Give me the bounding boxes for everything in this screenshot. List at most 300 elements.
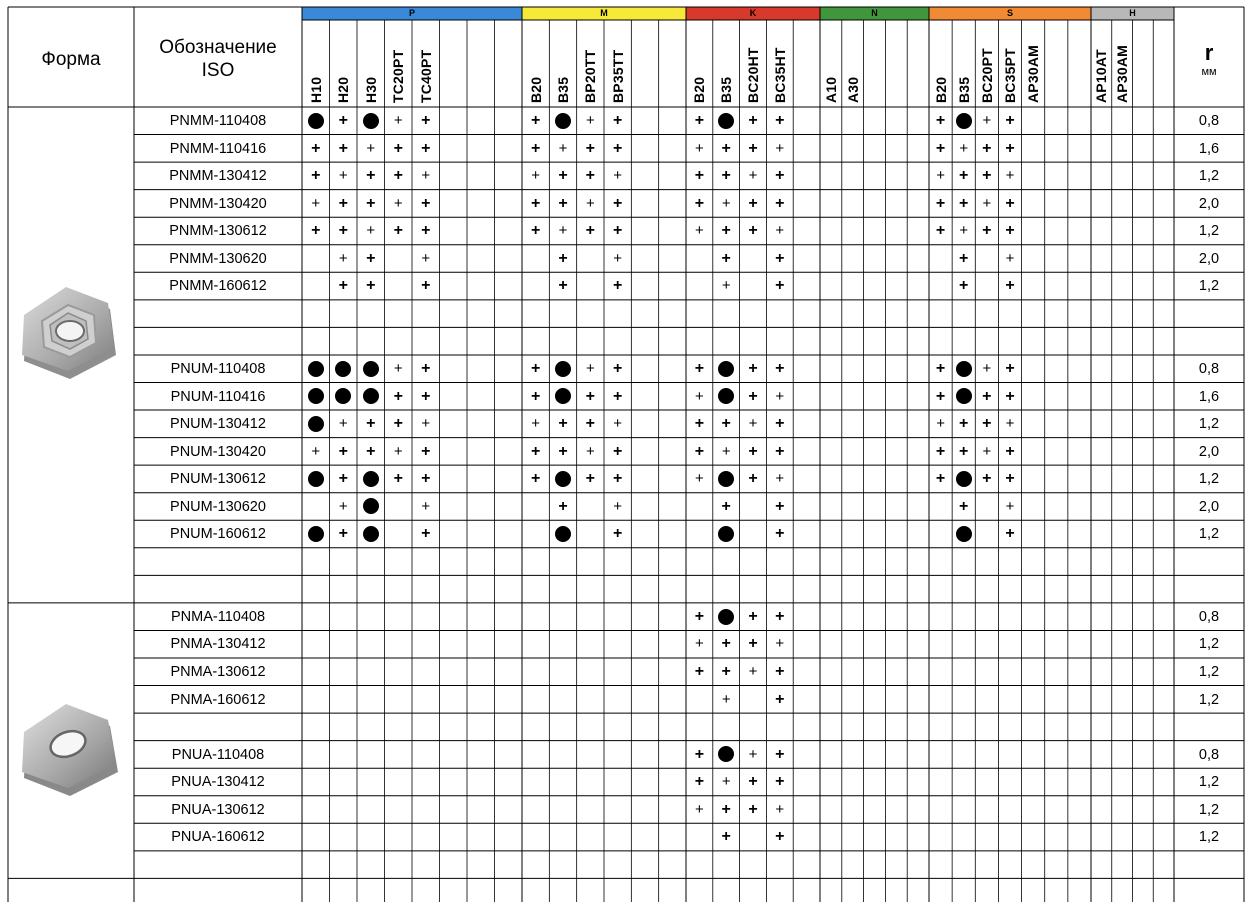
- applicable-plus: +: [695, 222, 704, 240]
- applicable-plus: +: [695, 387, 704, 405]
- applicable-plus: +: [585, 415, 595, 433]
- radius-value: 1,2: [1198, 636, 1220, 653]
- applicable-plus: +: [775, 470, 785, 488]
- applicable-plus: +: [694, 415, 705, 433]
- applicable-plus: +: [1005, 139, 1015, 157]
- applicable-plus: +: [311, 139, 321, 157]
- iso-designation: PNMM-130620: [169, 250, 267, 267]
- applicable-plus: +: [748, 387, 758, 405]
- applicable-plus: +: [935, 139, 946, 157]
- recommended-dot: [956, 113, 972, 129]
- recommended-dot: [718, 361, 734, 377]
- radius-value: 2,0: [1198, 498, 1220, 515]
- applicable-plus: +: [338, 112, 348, 129]
- applicable-plus: +: [959, 277, 969, 295]
- iso-designation: PNMM-110416: [169, 140, 267, 157]
- applicable-plus: +: [612, 359, 623, 377]
- col-header-m-b20: B20: [527, 76, 544, 103]
- applicable-plus: +: [721, 497, 731, 515]
- applicable-plus: +: [1005, 194, 1015, 212]
- applicable-plus: +: [721, 194, 731, 212]
- applicable-plus: +: [721, 415, 731, 433]
- applicable-plus: +: [982, 194, 992, 212]
- applicable-plus: +: [935, 194, 946, 212]
- applicable-plus: +: [530, 470, 541, 488]
- applicable-plus: +: [585, 470, 595, 488]
- applicable-plus: +: [393, 222, 403, 240]
- recommended-dot: [363, 361, 379, 377]
- applicable-plus: +: [530, 139, 541, 157]
- col-header-p-h20: H20: [335, 76, 352, 103]
- applicable-plus: +: [748, 470, 758, 488]
- iso-header-line2: ISO: [201, 60, 235, 81]
- applicable-plus: +: [982, 139, 992, 157]
- radius-value: 2,0: [1198, 195, 1220, 212]
- applicable-plus: +: [585, 112, 595, 129]
- r-unit: мм: [1201, 66, 1217, 78]
- iso-designation: PNUA-110408: [171, 746, 265, 763]
- recommended-dot: [363, 471, 379, 487]
- col-header-k-b20: B20: [691, 76, 708, 103]
- col-header-s-b35: B35: [955, 76, 972, 103]
- applicable-plus: +: [1005, 167, 1015, 185]
- applicable-plus: +: [1005, 277, 1015, 295]
- applicable-plus: +: [936, 167, 945, 185]
- applicable-plus: +: [694, 607, 705, 625]
- applicable-plus: +: [531, 167, 541, 185]
- applicable-plus: +: [558, 194, 568, 212]
- radius-value: 1,2: [1198, 416, 1220, 433]
- group-label-s: S: [1006, 8, 1013, 18]
- applicable-plus: +: [1005, 470, 1015, 488]
- applicable-plus: +: [612, 442, 623, 460]
- applicable-plus: +: [775, 249, 785, 267]
- radius-value: 1,2: [1198, 691, 1220, 708]
- applicable-plus: +: [338, 249, 348, 267]
- radius-value: 1,6: [1198, 388, 1220, 405]
- recommended-dot: [956, 361, 972, 377]
- group-label-m: M: [600, 8, 608, 18]
- iso-designation: PNUA-130612: [171, 801, 265, 818]
- applicable-plus: +: [935, 387, 946, 405]
- applicable-plus: +: [721, 277, 731, 295]
- applicable-plus: +: [613, 167, 623, 185]
- applicable-plus: +: [721, 690, 731, 708]
- applicable-plus: +: [558, 249, 568, 267]
- applicable-plus: +: [1005, 359, 1015, 377]
- applicable-plus: +: [695, 470, 704, 488]
- col-header-s-bc20pt: BC20PT: [978, 48, 995, 103]
- recommended-dot: [718, 471, 734, 487]
- applicable-plus: +: [935, 442, 946, 460]
- radius-value: 0,8: [1198, 360, 1220, 377]
- col-header-k-bc35ht: BC35HT: [771, 47, 788, 103]
- applicable-plus: +: [982, 359, 992, 377]
- applicable-plus: +: [982, 470, 992, 488]
- applicable-plus: +: [338, 497, 348, 515]
- radius-value: 1,2: [1198, 774, 1220, 791]
- col-header-p-tc20pt: TC20PT: [390, 49, 407, 103]
- applicable-plus: +: [421, 525, 431, 543]
- col-header-s-b20: B20: [932, 76, 949, 103]
- applicable-plus: +: [721, 442, 731, 460]
- applicable-plus: +: [421, 112, 431, 129]
- recommended-dot: [956, 388, 972, 404]
- applicable-plus: +: [366, 139, 376, 157]
- col-header-p-tc40pt: TC40PT: [417, 49, 434, 103]
- radius-value: 0,8: [1198, 113, 1220, 129]
- applicable-plus: +: [612, 525, 623, 543]
- applicable-plus: +: [585, 387, 595, 405]
- applicable-plus: +: [721, 828, 731, 846]
- radius-value: 2,0: [1198, 250, 1220, 267]
- applicable-plus: +: [694, 663, 705, 680]
- applicable-plus: +: [775, 112, 785, 129]
- applicable-plus: +: [959, 497, 969, 515]
- applicable-plus: +: [1005, 442, 1015, 460]
- applicable-plus: +: [1005, 387, 1015, 405]
- applicable-plus: +: [612, 387, 623, 405]
- recommended-dot: [555, 361, 571, 377]
- group-label-h: H: [1129, 8, 1136, 18]
- applicable-plus: +: [421, 387, 431, 405]
- applicable-plus: +: [775, 442, 785, 460]
- recommended-dot: [956, 526, 972, 542]
- applicable-plus: +: [558, 167, 568, 185]
- applicable-plus: +: [558, 497, 568, 515]
- iso-designation: PNMM-130420: [169, 195, 267, 212]
- applicable-plus: +: [366, 442, 376, 460]
- applicable-plus: +: [748, 773, 758, 791]
- applicable-plus: +: [775, 607, 785, 625]
- applicable-plus: +: [585, 359, 595, 377]
- applicable-plus: +: [748, 112, 758, 129]
- applicable-plus: +: [338, 277, 348, 295]
- recommended-dot: [363, 526, 379, 542]
- col-header-p-h10: H10: [307, 76, 324, 103]
- applicable-plus: +: [393, 442, 403, 460]
- applicable-plus: +: [694, 359, 705, 377]
- applicable-plus: +: [936, 415, 945, 433]
- applicable-plus: +: [1005, 222, 1015, 240]
- applicable-plus: +: [1005, 112, 1015, 129]
- applicable-plus: +: [775, 277, 785, 295]
- applicable-plus: +: [775, 415, 785, 433]
- forma-header: Форма: [41, 49, 101, 70]
- applicable-plus: +: [694, 167, 705, 185]
- applicable-plus: +: [338, 222, 348, 240]
- applicable-plus: +: [393, 470, 403, 488]
- applicable-plus: +: [775, 359, 785, 377]
- group-label-n: N: [871, 8, 878, 18]
- applicable-plus: +: [748, 139, 758, 157]
- applicable-plus: +: [311, 167, 321, 185]
- recommended-dot: [335, 361, 351, 377]
- applicable-plus: +: [775, 387, 785, 405]
- applicable-plus: +: [694, 442, 705, 460]
- radius-value: 1,2: [1198, 223, 1220, 240]
- applicable-plus: +: [775, 690, 785, 708]
- iso-designation: PNMM-130412: [169, 168, 267, 185]
- recommended-dot: [718, 113, 734, 129]
- applicable-plus: +: [775, 167, 785, 185]
- applicable-plus: +: [982, 415, 992, 433]
- applicable-plus: +: [748, 194, 758, 212]
- applicable-plus: +: [935, 359, 946, 377]
- applicable-plus: +: [393, 359, 403, 377]
- col-header-k-bc20ht: BC20HT: [745, 47, 761, 103]
- applicable-plus: +: [421, 415, 431, 433]
- iso-designation: PNUM-130620: [170, 498, 266, 515]
- applicable-plus: +: [338, 470, 348, 488]
- col-header-s-ap30am: AP30AM: [1025, 45, 1042, 103]
- iso-designation: PNUM-130612: [170, 471, 266, 488]
- applicable-plus: +: [935, 222, 946, 240]
- applicable-plus: +: [311, 222, 321, 240]
- applicable-plus: +: [338, 415, 348, 433]
- pentagon-insert-icon: [6, 686, 136, 816]
- applicable-plus: +: [338, 194, 348, 212]
- applicable-plus: +: [612, 139, 623, 157]
- iso-designation: PNMA-130612: [170, 664, 266, 680]
- applicable-plus: +: [748, 663, 758, 680]
- applicable-plus: +: [721, 800, 731, 818]
- applicable-plus: +: [338, 139, 348, 157]
- applicable-plus: +: [959, 222, 969, 240]
- applicable-plus: +: [366, 194, 376, 212]
- applicable-plus: +: [1005, 525, 1015, 543]
- group-label-p: P: [408, 8, 415, 18]
- applicable-plus: +: [421, 249, 431, 267]
- applicable-plus: +: [748, 607, 758, 625]
- applicable-plus: +: [311, 442, 321, 460]
- applicable-plus: +: [393, 167, 403, 185]
- recommended-dot: [956, 471, 972, 487]
- applicable-plus: +: [421, 139, 431, 157]
- recommended-dot: [555, 113, 571, 129]
- radius-value: 1,2: [1198, 829, 1220, 846]
- applicable-plus: +: [393, 112, 403, 129]
- applicable-plus: +: [982, 387, 992, 405]
- applicable-plus: +: [694, 112, 705, 129]
- applicable-plus: +: [366, 167, 376, 185]
- iso-designation: PNUM-130412: [170, 416, 266, 433]
- applicable-plus: +: [338, 167, 348, 185]
- radius-value: 1,2: [1198, 801, 1220, 818]
- applicable-plus: +: [721, 167, 731, 185]
- applicable-plus: +: [1005, 497, 1015, 515]
- applicable-plus: +: [748, 442, 758, 460]
- iso-designation: PNMM-160612: [169, 278, 267, 295]
- col-header-n-a30: A30: [844, 76, 861, 103]
- applicable-plus: +: [694, 745, 705, 763]
- recommended-dot: [308, 113, 324, 129]
- applicable-plus: +: [585, 222, 595, 240]
- applicable-plus: +: [721, 249, 731, 267]
- applicable-plus: +: [935, 112, 946, 129]
- applicable-plus: +: [721, 663, 731, 680]
- applicable-plus: +: [748, 745, 758, 763]
- applicable-plus: +: [775, 773, 785, 791]
- applicable-plus: +: [531, 415, 541, 433]
- applicable-plus: +: [775, 222, 785, 240]
- applicable-plus: +: [558, 442, 568, 460]
- iso-designation: PNUM-130420: [170, 443, 266, 460]
- applicable-plus: +: [959, 249, 969, 267]
- recommended-dot: [555, 471, 571, 487]
- iso-designation: PNMM-130612: [169, 223, 267, 240]
- applicable-plus: +: [612, 112, 623, 129]
- applicable-plus: +: [613, 415, 623, 433]
- col-header-s-bc35pt: BC35PT: [1002, 48, 1018, 103]
- pentagon-insert-chipbreaker-icon: [6, 271, 136, 401]
- applicable-plus: +: [585, 194, 595, 212]
- applicable-plus: +: [421, 359, 431, 377]
- applicable-plus: +: [613, 497, 623, 515]
- col-header-p-h30: H30: [362, 76, 379, 103]
- applicable-plus: +: [748, 415, 758, 433]
- col-header-n-a10: A10: [822, 76, 839, 103]
- radius-value: 1,6: [1198, 140, 1220, 157]
- col-header-k-b35: B35: [718, 76, 735, 103]
- applicable-plus: +: [585, 139, 595, 157]
- applicable-plus: +: [338, 442, 348, 460]
- applicable-plus: +: [558, 415, 568, 433]
- radius-value: 1,2: [1198, 471, 1220, 488]
- applicable-plus: +: [393, 139, 403, 157]
- applicable-plus: +: [959, 139, 969, 157]
- applicable-plus: +: [982, 112, 992, 129]
- group-label-k: K: [749, 8, 757, 18]
- applicable-plus: +: [959, 442, 969, 460]
- applicable-plus: +: [366, 415, 376, 433]
- col-header-m-bp35tt: BP35TT: [609, 49, 626, 103]
- applicable-plus: +: [585, 442, 595, 460]
- applicable-plus: +: [558, 222, 568, 240]
- r-header: r: [1204, 40, 1214, 65]
- applicable-plus: +: [585, 167, 595, 185]
- recommended-dot: [555, 526, 571, 542]
- applicable-plus: +: [338, 525, 348, 543]
- applicable-plus: +: [775, 828, 785, 846]
- applicable-plus: +: [421, 277, 431, 295]
- recommended-dot: [363, 113, 379, 129]
- iso-designation: PNUM-110416: [170, 388, 266, 405]
- recommended-dot: [363, 388, 379, 404]
- applicable-plus: +: [982, 442, 992, 460]
- iso-designation: PNUM-160612: [170, 526, 266, 543]
- recommended-dot: [308, 361, 324, 377]
- applicable-plus: +: [393, 415, 403, 433]
- applicable-plus: +: [775, 194, 785, 212]
- applicable-plus: +: [694, 194, 705, 212]
- col-header-m-b35: B35: [555, 76, 571, 103]
- radius-value: 0,8: [1198, 608, 1220, 625]
- iso-designation: PNUA-130412: [171, 774, 265, 791]
- applicable-plus: +: [366, 277, 376, 295]
- recommended-dot: [308, 526, 324, 542]
- applicable-plus: +: [612, 194, 623, 212]
- radius-value: 2,0: [1198, 443, 1220, 460]
- applicable-plus: +: [1005, 249, 1015, 267]
- applicable-plus: +: [775, 635, 785, 653]
- applicable-plus: +: [393, 387, 403, 405]
- recommended-dot: [308, 388, 324, 404]
- iso-designation: PNMA-110408: [170, 608, 266, 625]
- applicable-plus: +: [366, 222, 376, 240]
- applicable-plus: +: [959, 167, 969, 185]
- radius-value: 1,2: [1198, 278, 1220, 295]
- applicable-plus: +: [721, 773, 731, 791]
- applicable-plus: +: [695, 139, 704, 157]
- applicable-plus: +: [775, 663, 785, 680]
- iso-designation: PNMM-110408: [169, 113, 267, 129]
- applicable-plus: +: [775, 800, 785, 818]
- applicable-plus: +: [612, 222, 623, 240]
- applicable-plus: +: [421, 194, 431, 212]
- applicable-plus: +: [748, 359, 758, 377]
- radius-value: 1,2: [1198, 168, 1220, 185]
- applicable-plus: +: [366, 249, 376, 267]
- applicable-plus: +: [748, 800, 758, 818]
- applicable-plus: +: [530, 359, 541, 377]
- applicable-plus: +: [721, 222, 731, 240]
- applicable-plus: +: [775, 745, 785, 763]
- iso-designation: PNUM-110408: [170, 360, 266, 377]
- applicable-plus: +: [421, 470, 431, 488]
- applicable-plus: +: [721, 635, 731, 653]
- recommended-dot: [308, 471, 324, 487]
- applicable-plus: +: [775, 139, 785, 157]
- applicable-plus: +: [530, 387, 541, 405]
- applicable-plus: +: [1005, 415, 1015, 433]
- applicable-plus: +: [748, 222, 758, 240]
- applicable-plus: +: [695, 635, 704, 653]
- applicable-plus: +: [530, 194, 541, 212]
- applicable-plus: +: [530, 222, 541, 240]
- applicable-plus: +: [935, 470, 946, 488]
- applicable-plus: +: [311, 194, 321, 212]
- applicable-plus: +: [558, 277, 568, 295]
- applicable-plus: +: [421, 222, 431, 240]
- iso-header-line1: Обозначение: [159, 37, 277, 58]
- applicable-plus: +: [613, 249, 623, 267]
- iso-designation: PNMA-160612: [170, 691, 266, 708]
- iso-designation: PNUA-160612: [171, 829, 265, 846]
- radius-value: 1,2: [1198, 664, 1220, 680]
- col-header-h-ap10at: AP10AT: [1093, 49, 1110, 103]
- applicable-plus: +: [393, 194, 403, 212]
- applicable-plus: +: [748, 635, 758, 653]
- applicable-plus: +: [558, 139, 568, 157]
- applicable-plus: +: [721, 139, 731, 157]
- radius-value: 1,2: [1198, 526, 1220, 543]
- recommended-dot: [308, 416, 324, 432]
- applicable-plus: +: [694, 773, 705, 791]
- radius-value: 0,8: [1198, 746, 1220, 763]
- applicable-plus: +: [421, 497, 431, 515]
- applicable-plus: +: [421, 442, 431, 460]
- applicable-plus: +: [421, 167, 431, 185]
- col-header-h-ap30am: AP30AM: [1114, 45, 1131, 103]
- recommended-dot: [718, 609, 734, 625]
- applicable-plus: +: [982, 167, 992, 185]
- applicable-plus: +: [748, 167, 758, 185]
- applicable-plus: +: [775, 497, 785, 515]
- applicable-plus: +: [959, 194, 969, 212]
- applicable-plus: +: [530, 112, 541, 129]
- applicable-plus: +: [959, 415, 969, 433]
